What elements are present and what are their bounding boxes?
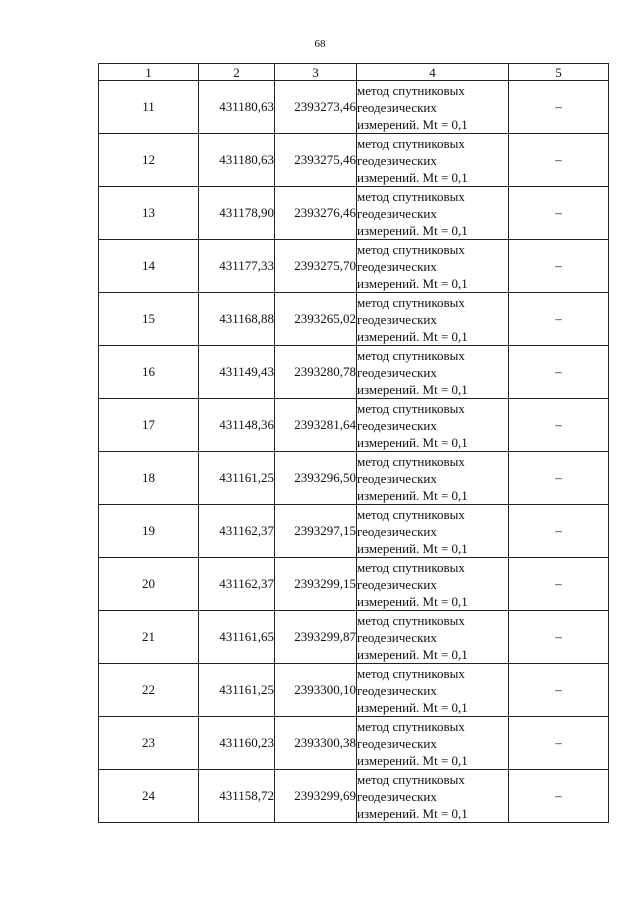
method-line: геодезических	[357, 417, 437, 433]
method-line: геодезических	[357, 311, 437, 327]
y-coordinate-cell: 2393275,46	[275, 134, 357, 187]
point-number-cell: 18	[99, 452, 199, 505]
point-number-cell: 23	[99, 717, 199, 770]
method-cell	[357, 664, 509, 717]
method-line: измерений. Mt = 0,1	[357, 593, 468, 609]
header-col-3: 3	[275, 64, 357, 81]
method-line: геодезических	[357, 735, 437, 751]
method-cell	[357, 346, 509, 399]
table-row	[99, 717, 609, 770]
page-number: 68	[314, 38, 326, 50]
point-number-cell: 17	[99, 399, 199, 452]
table-row	[99, 452, 609, 505]
header-row	[99, 64, 609, 81]
table-row	[99, 346, 609, 399]
x-coordinate-cell: 431162,37	[199, 505, 275, 558]
point-number-cell: 14	[99, 240, 199, 293]
table-row	[99, 399, 609, 452]
y-coordinate-cell: 2393275,70	[275, 240, 357, 293]
method-cell	[357, 717, 509, 770]
x-coordinate-cell: 431162,37	[199, 558, 275, 611]
table-row	[99, 134, 609, 187]
method-line: метод спутниковых	[357, 718, 465, 734]
method-line: измерений. Mt = 0,1	[357, 752, 468, 768]
point-number-cell: 16	[99, 346, 199, 399]
method-line: измерений. Mt = 0,1	[357, 169, 468, 185]
note-cell: –	[509, 240, 609, 293]
note-cell: –	[509, 505, 609, 558]
method-line: измерений. Mt = 0,1	[357, 328, 468, 344]
method-line: измерений. Mt = 0,1	[357, 487, 468, 503]
point-number-cell: 22	[99, 664, 199, 717]
header-col-5: 5	[509, 64, 609, 81]
coordinates-table	[98, 63, 609, 823]
method-line: метод спутниковых	[357, 188, 465, 204]
table-row	[99, 293, 609, 346]
y-coordinate-cell: 2393299,15	[275, 558, 357, 611]
note-cell: –	[509, 717, 609, 770]
y-coordinate-cell: 2393299,87	[275, 611, 357, 664]
x-coordinate-cell: 431180,63	[199, 134, 275, 187]
method-line: метод спутниковых	[357, 506, 465, 522]
table-row	[99, 505, 609, 558]
method-cell	[357, 81, 509, 134]
method-line: измерений. Mt = 0,1	[357, 646, 468, 662]
method-line: метод спутниковых	[357, 135, 465, 151]
method-cell	[357, 293, 509, 346]
x-coordinate-cell: 431180,63	[199, 81, 275, 134]
x-coordinate-cell: 431149,43	[199, 346, 275, 399]
note-cell: –	[509, 81, 609, 134]
header-col-2: 2	[199, 64, 275, 81]
point-number-cell: 20	[99, 558, 199, 611]
table-row	[99, 611, 609, 664]
x-coordinate-cell: 431148,36	[199, 399, 275, 452]
method-cell	[357, 399, 509, 452]
method-cell	[357, 187, 509, 240]
note-cell: –	[509, 399, 609, 452]
x-coordinate-cell: 431161,25	[199, 452, 275, 505]
table-row	[99, 240, 609, 293]
x-coordinate-cell: 431160,23	[199, 717, 275, 770]
y-coordinate-cell: 2393299,69	[275, 770, 357, 823]
method-line: геодезических	[357, 682, 437, 698]
point-number-cell: 19	[99, 505, 199, 558]
method-line: измерений. Mt = 0,1	[357, 275, 468, 291]
point-number-cell: 15	[99, 293, 199, 346]
method-line: геодезических	[357, 470, 437, 486]
table-body	[99, 81, 609, 823]
note-cell: –	[509, 346, 609, 399]
method-line: измерений. Mt = 0,1	[357, 434, 468, 450]
method-line: метод спутниковых	[357, 347, 465, 363]
method-line: геодезических	[357, 152, 437, 168]
y-coordinate-cell: 2393281,64	[275, 399, 357, 452]
header-col-4: 4	[357, 64, 509, 81]
y-coordinate-cell: 2393300,10	[275, 664, 357, 717]
method-line: измерений. Mt = 0,1	[357, 540, 468, 556]
method-line: геодезических	[357, 576, 437, 592]
method-line: метод спутниковых	[357, 665, 465, 681]
method-line: измерений. Mt = 0,1	[357, 699, 468, 715]
method-cell	[357, 134, 509, 187]
x-coordinate-cell: 431168,88	[199, 293, 275, 346]
method-line: метод спутниковых	[357, 400, 465, 416]
note-cell: –	[509, 611, 609, 664]
method-line: метод спутниковых	[357, 453, 465, 469]
method-cell	[357, 452, 509, 505]
method-line: метод спутниковых	[357, 294, 465, 310]
point-number-cell: 11	[99, 81, 199, 134]
table-row	[99, 770, 609, 823]
note-cell: –	[509, 452, 609, 505]
method-line: измерений. Mt = 0,1	[357, 381, 468, 397]
method-line: геодезических	[357, 258, 437, 274]
note-cell: –	[509, 770, 609, 823]
point-number-cell: 24	[99, 770, 199, 823]
method-line: метод спутниковых	[357, 771, 465, 787]
y-coordinate-cell: 2393296,50	[275, 452, 357, 505]
x-coordinate-cell: 431161,65	[199, 611, 275, 664]
y-coordinate-cell: 2393280,78	[275, 346, 357, 399]
x-coordinate-cell: 431177,33	[199, 240, 275, 293]
method-line: метод спутниковых	[357, 241, 465, 257]
note-cell: –	[509, 293, 609, 346]
method-line: метод спутниковых	[357, 559, 465, 575]
table-row	[99, 558, 609, 611]
note-cell: –	[509, 134, 609, 187]
method-line: метод спутниковых	[357, 82, 465, 98]
y-coordinate-cell: 2393300,38	[275, 717, 357, 770]
point-number-cell: 21	[99, 611, 199, 664]
x-coordinate-cell: 431178,90	[199, 187, 275, 240]
table-row	[99, 187, 609, 240]
method-cell	[357, 611, 509, 664]
header-col-1: 1	[99, 64, 199, 81]
method-line: измерений. Mt = 0,1	[357, 116, 468, 132]
method-line: геодезических	[357, 99, 437, 115]
point-number-cell: 12	[99, 134, 199, 187]
note-cell: –	[509, 664, 609, 717]
method-line: измерений. Mt = 0,1	[357, 805, 468, 821]
y-coordinate-cell: 2393297,15	[275, 505, 357, 558]
method-cell	[357, 770, 509, 823]
y-coordinate-cell: 2393265,02	[275, 293, 357, 346]
y-coordinate-cell: 2393276,46	[275, 187, 357, 240]
point-number-cell: 13	[99, 187, 199, 240]
note-cell: –	[509, 187, 609, 240]
method-line: метод спутниковых	[357, 612, 465, 628]
x-coordinate-cell: 431158,72	[199, 770, 275, 823]
method-cell	[357, 240, 509, 293]
method-line: измерений. Mt = 0,1	[357, 222, 468, 238]
method-cell	[357, 505, 509, 558]
table-row	[99, 664, 609, 717]
note-cell: –	[509, 558, 609, 611]
method-line: геодезических	[357, 364, 437, 380]
y-coordinate-cell: 2393273,46	[275, 81, 357, 134]
method-line: геодезических	[357, 788, 437, 804]
method-line: геодезических	[357, 523, 437, 539]
method-cell	[357, 558, 509, 611]
table-row	[99, 81, 609, 134]
method-line: геодезических	[357, 205, 437, 221]
method-line: геодезических	[357, 629, 437, 645]
x-coordinate-cell: 431161,25	[199, 664, 275, 717]
